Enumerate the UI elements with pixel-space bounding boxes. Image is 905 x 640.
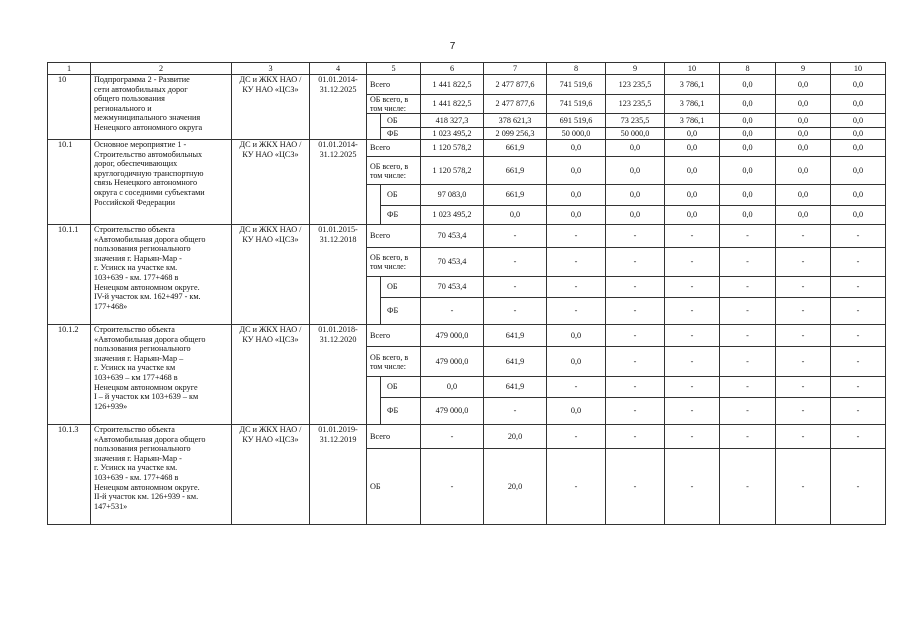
- value-cell: 741 519,6: [547, 75, 606, 95]
- indent-cell: [367, 114, 381, 140]
- value-cell: -: [831, 398, 886, 425]
- value-cell: 1 120 578,2: [421, 140, 484, 157]
- row-number: 10.1: [48, 140, 91, 225]
- date-line: 31.12.2020: [319, 334, 357, 344]
- value-cell: -: [831, 347, 886, 377]
- value-cell: 50 000,0: [606, 128, 665, 140]
- value-cell: -: [665, 248, 720, 277]
- executor-line: КУ НАО «ЦСЗ»: [242, 434, 299, 444]
- funding-source: ОБ: [381, 277, 421, 298]
- value-cell: 73 235,5: [606, 114, 665, 128]
- description-line: Строительство объекта: [94, 225, 175, 234]
- value-cell: -: [720, 377, 776, 398]
- value-cell: -: [606, 298, 665, 325]
- description-line: «Автомобильная дорога общего: [94, 234, 206, 244]
- value-cell: -: [484, 277, 547, 298]
- value-cell: -: [776, 425, 831, 449]
- value-cell: 0,0: [547, 140, 606, 157]
- table-row: [48, 425, 886, 449]
- table-row: [48, 140, 886, 157]
- description-line: дорог, обеспечивающих: [94, 159, 178, 169]
- description-line: сети автомобильных дорог: [94, 84, 188, 94]
- value-cell: -: [547, 298, 606, 325]
- value-cell: 0,0: [831, 140, 886, 157]
- value-cell: 3 786,1: [665, 95, 720, 114]
- value-cell: 479 000,0: [421, 325, 484, 347]
- value-cell: -: [776, 298, 831, 325]
- header-cell: 9: [606, 63, 665, 75]
- description-line: значения г. Нарьян-Мар -: [94, 253, 182, 263]
- value-cell: 0,0: [606, 157, 665, 185]
- value-cell: 0,0: [665, 185, 720, 206]
- value-cell: -: [421, 298, 484, 325]
- value-cell: 0,0: [720, 75, 776, 95]
- value-cell: -: [547, 277, 606, 298]
- description-line: 177+468»: [94, 301, 128, 311]
- value-cell: 97 083,0: [421, 185, 484, 206]
- executor-line: КУ НАО «ЦСЗ»: [242, 149, 299, 159]
- header-cell: 8: [720, 63, 776, 75]
- value-cell: -: [484, 398, 547, 425]
- row-number: 10: [48, 75, 91, 140]
- executor-line: ДС и ЖКХ НАО /: [239, 140, 302, 149]
- value-cell: -: [831, 277, 886, 298]
- value-cell: 0,0: [421, 377, 484, 398]
- value-cell: 0,0: [665, 140, 720, 157]
- value-cell: 0,0: [776, 185, 831, 206]
- value-cell: 0,0: [831, 128, 886, 140]
- value-cell: 0,0: [547, 347, 606, 377]
- value-cell: -: [720, 347, 776, 377]
- description-line: 103+639 – км 177+468 в: [94, 372, 178, 382]
- value-cell: -: [606, 325, 665, 347]
- row-executor: [232, 425, 310, 525]
- value-cell: 70 453,4: [421, 277, 484, 298]
- value-cell: -: [606, 449, 665, 525]
- description-line: 103+639 - км. 177+468 в: [94, 272, 179, 282]
- header-cell: 6: [421, 63, 484, 75]
- header-cell: 8: [547, 63, 606, 75]
- date-line: 01.01.2018-: [318, 325, 358, 334]
- row-description: [91, 325, 232, 425]
- header-cell: 7: [484, 63, 547, 75]
- funding-source: ОБ: [381, 377, 421, 398]
- value-cell: 0,0: [720, 140, 776, 157]
- value-cell: 661,9: [484, 157, 547, 185]
- description-line: 126+939»: [94, 401, 128, 411]
- description-line: I – й участок км 103+639 – км: [94, 392, 199, 402]
- value-cell: -: [776, 248, 831, 277]
- funding-source: ОБ: [381, 185, 421, 206]
- budget-table: [47, 62, 886, 525]
- funding-source: ОБ: [367, 449, 421, 525]
- value-cell: 741 519,6: [547, 95, 606, 114]
- date-line: 01.01.2015-: [318, 225, 358, 234]
- value-cell: 641,9: [484, 325, 547, 347]
- executor-line: ДС и ЖКХ НАО /: [239, 225, 302, 234]
- funding-source: ОБ всего, в том числе:: [367, 347, 421, 377]
- value-cell: 0,0: [720, 114, 776, 128]
- funding-source: Всего: [367, 140, 421, 157]
- description-line: Ненецком автономном округе.: [94, 282, 200, 292]
- value-cell: 0,0: [547, 157, 606, 185]
- indent-cell: [367, 377, 381, 425]
- funding-source: ОБ всего, в том числе:: [367, 157, 421, 185]
- description-line: Строительство объекта: [94, 425, 175, 434]
- value-cell: -: [831, 425, 886, 449]
- header-cell: 9: [776, 63, 831, 75]
- executor-line: КУ НАО «ЦСЗ»: [242, 234, 299, 244]
- value-cell: -: [665, 398, 720, 425]
- value-cell: -: [831, 298, 886, 325]
- value-cell: -: [421, 449, 484, 525]
- value-cell: -: [606, 277, 665, 298]
- value-cell: 0,0: [776, 114, 831, 128]
- description-line: г. Усинск на участке км.: [94, 263, 178, 273]
- value-cell: -: [720, 425, 776, 449]
- description-line: «Автомобильная дорога общего: [94, 334, 206, 344]
- description-line: общего пользования: [94, 94, 165, 104]
- description-line: пользования регионального: [94, 244, 191, 254]
- description-line: г. Усинск на участке км: [94, 363, 176, 373]
- value-cell: 123 235,5: [606, 95, 665, 114]
- value-cell: 3 786,1: [665, 75, 720, 95]
- description-line: круглогодичную транспортную: [94, 168, 204, 178]
- funding-source: Всего: [367, 425, 421, 449]
- value-cell: 691 519,6: [547, 114, 606, 128]
- value-cell: 0,0: [831, 75, 886, 95]
- header-cell: 10: [831, 63, 886, 75]
- value-cell: -: [720, 449, 776, 525]
- value-cell: 0,0: [547, 325, 606, 347]
- value-cell: 378 621,3: [484, 114, 547, 128]
- date-line: 01.01.2014-: [318, 75, 358, 84]
- header-cell: 3: [232, 63, 310, 75]
- value-cell: 0,0: [665, 128, 720, 140]
- executor-line: КУ НАО «ЦСЗ»: [242, 84, 299, 94]
- value-cell: 1 023 495,2: [421, 206, 484, 225]
- executor-line: ДС и ЖКХ НАО /: [239, 325, 302, 334]
- header-cell: 4: [310, 63, 367, 75]
- value-cell: 0,0: [831, 206, 886, 225]
- description-line: Основное мероприятие 1 -: [94, 140, 187, 149]
- value-cell: 2 477 877,6: [484, 75, 547, 95]
- value-cell: 123 235,5: [606, 75, 665, 95]
- value-cell: -: [606, 425, 665, 449]
- description-line: 103+639 - км. 177+468 в: [94, 472, 179, 482]
- value-cell: -: [776, 225, 831, 248]
- executor-line: ДС и ЖКХ НАО /: [239, 425, 302, 434]
- value-cell: -: [484, 248, 547, 277]
- value-cell: -: [665, 225, 720, 248]
- date-line: 31.12.2018: [319, 234, 357, 244]
- value-cell: 479 000,0: [421, 398, 484, 425]
- date-line: 31.12.2025: [319, 149, 357, 159]
- value-cell: 1 120 578,2: [421, 157, 484, 185]
- value-cell: -: [831, 325, 886, 347]
- value-cell: 20,0: [484, 425, 547, 449]
- value-cell: 0,0: [606, 206, 665, 225]
- funding-source: ФБ: [381, 398, 421, 425]
- value-cell: -: [720, 325, 776, 347]
- value-cell: -: [776, 377, 831, 398]
- funding-source: ОБ всего, в том числе:: [367, 248, 421, 277]
- value-cell: 641,9: [484, 377, 547, 398]
- description-line: пользования регионального: [94, 344, 191, 354]
- value-cell: 1 023 495,2: [421, 128, 484, 140]
- value-cell: -: [776, 449, 831, 525]
- value-cell: 0,0: [665, 206, 720, 225]
- value-cell: 0,0: [720, 128, 776, 140]
- value-cell: 0,0: [547, 398, 606, 425]
- value-cell: 0,0: [776, 95, 831, 114]
- value-cell: -: [665, 277, 720, 298]
- value-cell: -: [547, 425, 606, 449]
- value-cell: -: [606, 377, 665, 398]
- executor-line: КУ НАО «ЦСЗ»: [242, 334, 299, 344]
- value-cell: 20,0: [484, 449, 547, 525]
- indent-cell: [367, 277, 381, 325]
- row-dates: [310, 75, 367, 140]
- value-cell: 0,0: [831, 185, 886, 206]
- description-line: округа с соседними субъектами: [94, 187, 205, 197]
- value-cell: 641,9: [484, 347, 547, 377]
- value-cell: 0,0: [547, 185, 606, 206]
- value-cell: -: [720, 225, 776, 248]
- header-cell: 5: [367, 63, 421, 75]
- table-header-row: [48, 63, 886, 75]
- row-number: 10.1.2: [48, 325, 91, 425]
- value-cell: 0,0: [720, 206, 776, 225]
- value-cell: -: [831, 377, 886, 398]
- value-cell: -: [831, 449, 886, 525]
- value-cell: 3 786,1: [665, 114, 720, 128]
- value-cell: -: [720, 248, 776, 277]
- description-line: межмуниципального значения: [94, 113, 201, 123]
- description-line: Российской Федерации: [94, 197, 176, 207]
- value-cell: 2 099 256,3: [484, 128, 547, 140]
- date-line: 01.01.2019-: [318, 425, 358, 434]
- value-cell: 2 477 877,6: [484, 95, 547, 114]
- value-cell: 70 453,4: [421, 248, 484, 277]
- funding-source: Всего: [367, 225, 421, 248]
- value-cell: -: [720, 398, 776, 425]
- value-cell: -: [831, 225, 886, 248]
- row-executor: [232, 140, 310, 225]
- value-cell: -: [720, 277, 776, 298]
- row-description: [91, 425, 232, 525]
- description-line: II-й участок км. 126+939 - км.: [94, 492, 199, 502]
- row-description: [91, 225, 232, 325]
- executor-line: ДС и ЖКХ НАО /: [239, 75, 302, 84]
- value-cell: 0,0: [831, 114, 886, 128]
- funding-source: ОБ всего, в том числе:: [367, 95, 421, 114]
- table-row: [48, 325, 886, 347]
- value-cell: -: [606, 398, 665, 425]
- row-number: 10.1.3: [48, 425, 91, 525]
- funding-source: ОБ: [381, 114, 421, 128]
- description-line: IV-й участок км. 162+497 - км.: [94, 292, 201, 302]
- value-cell: -: [547, 449, 606, 525]
- value-cell: 0,0: [720, 185, 776, 206]
- description-line: Строительство автомобильных: [94, 149, 203, 159]
- value-cell: -: [606, 347, 665, 377]
- value-cell: 50 000,0: [547, 128, 606, 140]
- row-number: 10.1.1: [48, 225, 91, 325]
- header-cell: 1: [48, 63, 91, 75]
- date-line: 01.01.2014-: [318, 140, 358, 149]
- row-dates: [310, 425, 367, 525]
- value-cell: 661,9: [484, 140, 547, 157]
- value-cell: -: [484, 298, 547, 325]
- description-line: значения г. Нарьян-Мар -: [94, 453, 182, 463]
- description-line: Ненецком автономном округе: [94, 382, 198, 392]
- description-line: Ненецкого автономного округа: [94, 122, 203, 132]
- value-cell: -: [665, 298, 720, 325]
- value-cell: -: [665, 425, 720, 449]
- value-cell: -: [421, 425, 484, 449]
- funding-source: ФБ: [381, 128, 421, 140]
- value-cell: 0,0: [665, 157, 720, 185]
- row-executor: [232, 75, 310, 140]
- value-cell: 661,9: [484, 185, 547, 206]
- value-cell: 0,0: [776, 206, 831, 225]
- row-dates: [310, 140, 367, 225]
- value-cell: 0,0: [606, 185, 665, 206]
- description-line: значения г. Нарьян-Мар –: [94, 353, 184, 363]
- value-cell: -: [606, 248, 665, 277]
- value-cell: 0,0: [776, 75, 831, 95]
- value-cell: -: [665, 377, 720, 398]
- value-cell: 0,0: [776, 157, 831, 185]
- description-line: г. Усинск на участке км.: [94, 463, 178, 473]
- row-dates: [310, 325, 367, 425]
- value-cell: -: [831, 248, 886, 277]
- value-cell: -: [665, 347, 720, 377]
- value-cell: -: [484, 225, 547, 248]
- description-line: связь Ненецкого автономного: [94, 178, 198, 188]
- value-cell: 0,0: [776, 140, 831, 157]
- funding-source: Всего: [367, 75, 421, 95]
- row-dates: [310, 225, 367, 325]
- value-cell: -: [547, 248, 606, 277]
- header-cell: 10: [665, 63, 720, 75]
- table-row: [48, 75, 886, 95]
- description-line: «Автомобильная дорога общего: [94, 434, 206, 444]
- date-line: 31.12.2019: [319, 434, 357, 444]
- value-cell: -: [665, 449, 720, 525]
- value-cell: 418 327,3: [421, 114, 484, 128]
- description-line: 147+531»: [94, 501, 128, 511]
- value-cell: 0,0: [484, 206, 547, 225]
- funding-source: Всего: [367, 325, 421, 347]
- value-cell: -: [547, 377, 606, 398]
- value-cell: -: [665, 325, 720, 347]
- description-line: пользования регионального: [94, 444, 191, 454]
- value-cell: -: [776, 325, 831, 347]
- funding-source: ФБ: [381, 298, 421, 325]
- indent-cell: [367, 185, 381, 225]
- description-line: регионального и: [94, 103, 152, 113]
- value-cell: 0,0: [831, 157, 886, 185]
- value-cell: 1 441 822,5: [421, 75, 484, 95]
- description-line: Ненецком автономном округе.: [94, 482, 200, 492]
- date-line: 31.12.2025: [319, 84, 357, 94]
- value-cell: 1 441 822,5: [421, 95, 484, 114]
- value-cell: 479 000,0: [421, 347, 484, 377]
- funding-source: ФБ: [381, 206, 421, 225]
- row-description: [91, 75, 232, 140]
- row-description: [91, 140, 232, 225]
- value-cell: -: [720, 298, 776, 325]
- value-cell: 0,0: [606, 140, 665, 157]
- row-executor: [232, 225, 310, 325]
- value-cell: -: [547, 225, 606, 248]
- table-row: [48, 225, 886, 248]
- value-cell: 0,0: [720, 157, 776, 185]
- value-cell: 0,0: [720, 95, 776, 114]
- value-cell: 0,0: [547, 206, 606, 225]
- value-cell: 70 453,4: [421, 225, 484, 248]
- description-line: Строительство объекта: [94, 325, 175, 334]
- value-cell: -: [606, 225, 665, 248]
- row-executor: [232, 325, 310, 425]
- value-cell: -: [776, 277, 831, 298]
- description-line: Подпрограмма 2 - Развитие: [94, 75, 190, 84]
- value-cell: 0,0: [776, 128, 831, 140]
- page-number: 7: [449, 41, 456, 52]
- value-cell: -: [776, 398, 831, 425]
- header-cell: 2: [91, 63, 232, 75]
- value-cell: -: [776, 347, 831, 377]
- value-cell: 0,0: [831, 95, 886, 114]
